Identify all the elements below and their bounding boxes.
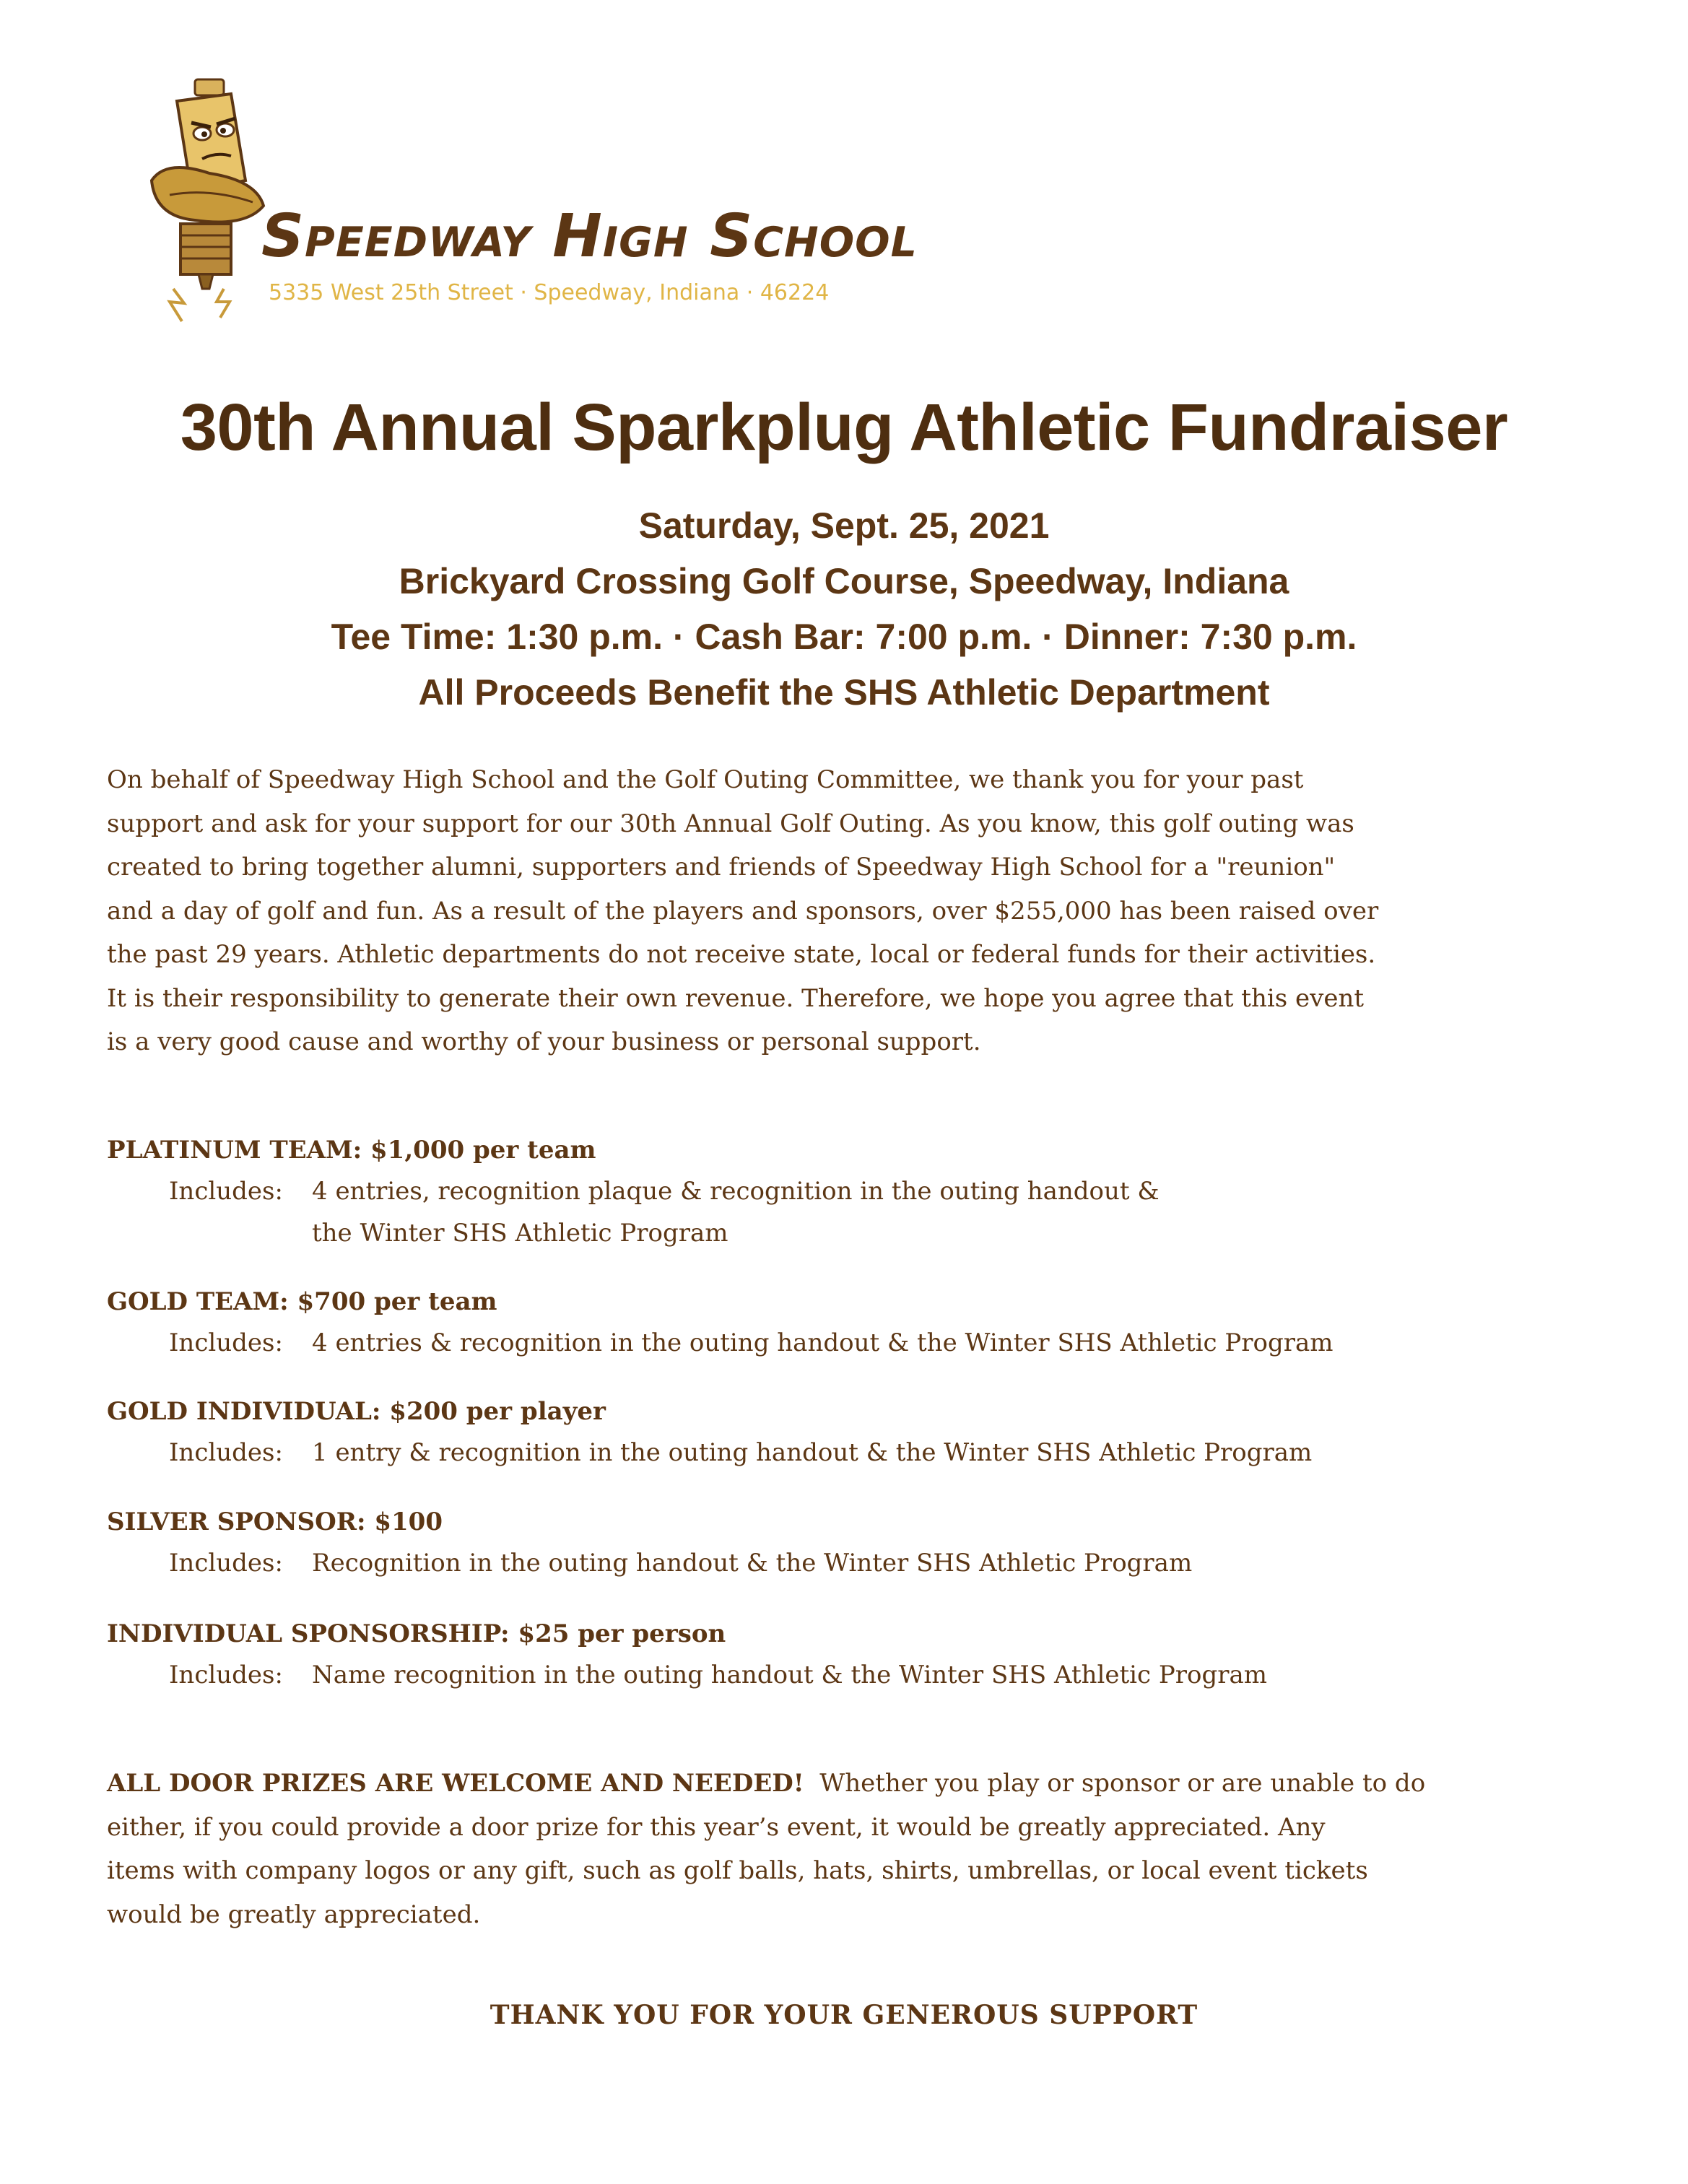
- paragraph-line: created to bring together alumni, supporters and friends of Speedway High School for a "reunion": [107, 853, 1336, 882]
- paragraph-line: either, if you could provide a door prize for this year’s event, it would be greatly appreciated. Any: [107, 1812, 1326, 1842]
- paragraph-line: and a day of golf and fun. As a result of the players and sponsors, over $255,000 has been raised over: [107, 896, 1379, 926]
- event-beneficiary: All Proceeds Benefit the SHS Athletic Department: [418, 672, 1270, 713]
- includes-label: Includes:: [169, 1549, 283, 1578]
- event-date: Saturday, Sept. 25, 2021: [638, 505, 1050, 546]
- tier-individual-sponsorship: [107, 1614, 1267, 1696]
- tier-gold-individual: [107, 1391, 1312, 1474]
- tier-gold-team: [107, 1282, 1334, 1364]
- includes-text: 1 entry & recognition in the outing handout & the Winter SHS Athletic Program: [312, 1438, 1313, 1467]
- includes-text: 4 entries, recognition plaque & recognition in the outing handout &: [312, 1177, 1160, 1206]
- tier-includes: [107, 1542, 1192, 1584]
- closing-thank-you: THANK YOU FOR YOUR GENEROUS SUPPORT: [490, 2000, 1198, 2030]
- paragraph-line: is a very good cause and worthy of your business or personal support.: [107, 1027, 981, 1056]
- paragraph-line: It is their responsibility to generate their own revenue. Therefore, we hope you agree that this event: [107, 983, 1365, 1013]
- paragraph-line: On behalf of Speedway High School and the Golf Outing Committee, we thank you for your past: [107, 765, 1304, 794]
- door-prizes-text: Whether you play or sponsor or are unable to do: [804, 1769, 1426, 1798]
- page-title: 30th Annual Sparkplug Athletic Fundraiser: [180, 391, 1508, 464]
- tier-includes-continued: the Winter SHS Athletic Program: [312, 1219, 728, 1248]
- event-details: [0, 498, 1688, 721]
- tier-heading: INDIVIDUAL SPONSORSHIP: $25 per person: [107, 1619, 726, 1648]
- paragraph-line: the past 29 years. Athletic departments do not receive state, local or federal funds for their activities.: [107, 940, 1376, 969]
- tier-includes: [107, 1654, 1267, 1696]
- tier-silver-sponsor: [107, 1502, 1192, 1584]
- tier-includes: [107, 1322, 1334, 1364]
- event-location: Brickyard Crossing Golf Course, Speedway, Indiana: [399, 561, 1289, 601]
- paragraph-line: support and ask for your support for our 30th Annual Golf Outing. As you know, this golf outing was: [107, 809, 1354, 838]
- intro-paragraph: [107, 758, 1587, 1064]
- includes-text: Name recognition in the outing handout & the Winter SHS Athletic Program: [312, 1661, 1268, 1689]
- school-address: 5335 West 25th Street · Speedway, Indiana · 46224: [269, 280, 830, 305]
- sparkplug-mascot-logo: [101, 72, 282, 325]
- door-prizes-lead: ALL DOOR PRIZES ARE WELCOME AND NEEDED!: [107, 1769, 804, 1798]
- paragraph-line: would be greatly appreciated.: [107, 1900, 481, 1929]
- includes-label: Includes:: [169, 1177, 283, 1206]
- door-prizes-paragraph: [107, 1762, 1609, 1936]
- includes-text: Recognition in the outing handout & the Winter SHS Athletic Program: [312, 1549, 1193, 1578]
- tier-heading: GOLD TEAM: $700 per team: [107, 1287, 497, 1316]
- tier-includes: [107, 1432, 1312, 1474]
- tier-heading: SILVER SPONSOR: $100: [107, 1508, 443, 1536]
- tier-platinum-team: [107, 1130, 1160, 1254]
- includes-label: Includes:: [169, 1661, 283, 1689]
- tier-heading: PLATINUM TEAM: $1,000 per team: [107, 1136, 596, 1165]
- event-times: Tee Time: 1:30 p.m. · Cash Bar: 7:00 p.m. · Dinner: 7:30 p.m.: [331, 617, 1357, 657]
- includes-label: Includes:: [169, 1438, 283, 1467]
- school-name: Speedway High School: [261, 202, 918, 271]
- includes-label: Includes:: [169, 1328, 283, 1357]
- tier-heading: GOLD INDIVIDUAL: $200 per player: [107, 1397, 606, 1426]
- paragraph-line: items with company logos or any gift, such as golf balls, hats, shirts, umbrellas, or local event tickets: [107, 1856, 1368, 1885]
- includes-text: 4 entries & recognition in the outing handout & the Winter SHS Athletic Program: [312, 1328, 1334, 1357]
- tier-includes: [107, 1170, 1160, 1212]
- paragraph-line: [107, 1762, 1609, 1806]
